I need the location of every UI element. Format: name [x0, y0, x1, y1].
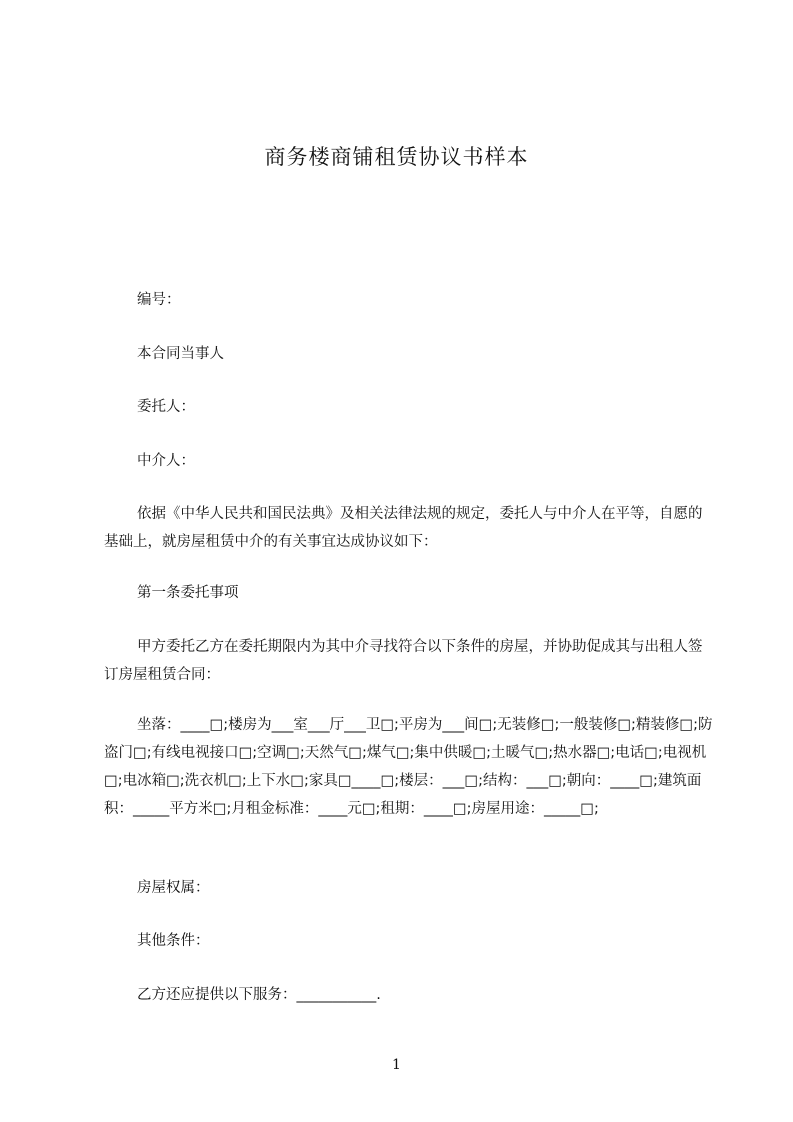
article-1-body: 甲方委托乙方在委托期限内为其中介寻找符合以下条件的房屋，并协助促成其与出租人签订房屋租赁合同： [104, 639, 703, 683]
property-conditions-paragraph: 坐落：____□;楼房为___室___厅___卫□;平房为___间□;无装修□;一般装修□;精装修□;防盗门□;有线电视接口□;空调□;天然气□;煤气□;集中供暖□;土暖气□;热水器□;电话□;电视机□;电冰箱□;洗衣机□;上下水□;家具□____□;楼层：___□;结构：___□;朝向：____□;建筑面积：_____平方米□;月租金标准：____元□;租期：____□;房屋用途：_____□; [104, 717, 713, 817]
document-title: 商务楼商铺租赁协议书样本 [264, 145, 529, 169]
additional-services-line: 乙方还应提供以下服务：___________. [137, 987, 381, 1003]
other-conditions-label: 其他条件： [137, 933, 210, 949]
parties-heading: 本合同当事人 [137, 346, 224, 362]
agent-label: 中介人： [137, 453, 195, 469]
preamble-paragraph: 依据《中华人民共和国民法典》及相关法律法规的规定，委托人与中介人在平等，自愿的基础上，就房屋租赁中介的有关事宜达成协议如下： [104, 506, 703, 550]
page-number: 1 [392, 1057, 401, 1073]
article-1-heading: 第一条委托事项 [137, 585, 239, 601]
contract-number-label: 编号： [137, 292, 181, 308]
client-label: 委托人： [137, 399, 195, 415]
ownership-label: 房屋权属： [137, 880, 210, 896]
